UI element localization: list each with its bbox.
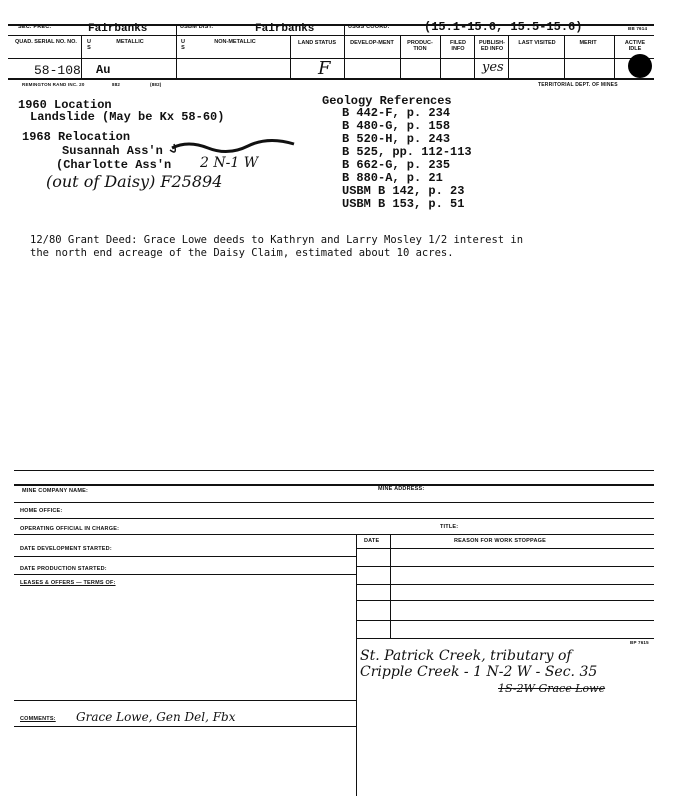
note-line-2: the north end acreage of the Daisy Claim, estimated about 10 acres.	[30, 247, 454, 259]
published-info-header: PUBLISH-ED INFO	[479, 40, 505, 52]
lower-rule-4	[14, 534, 654, 535]
quad-serial-header: QUAD. SERIAL NO. NO.	[15, 39, 77, 45]
col-sep	[176, 24, 177, 78]
location-line-4: Susannah Ass'n	[62, 144, 163, 158]
stoppage-rule-4	[356, 600, 654, 601]
usgs-coord-label: USGS COORD.	[348, 24, 390, 30]
stoppage-rule-2	[356, 566, 654, 567]
geology-ref-3: B 520-H, p. 243	[342, 132, 451, 146]
stoppage-rule-5	[356, 620, 654, 621]
leases-label: LEASES & OFFERS — TERMS OF:	[20, 580, 116, 586]
geology-ref-7: USBM B 142, p. 23	[342, 184, 465, 198]
geology-ref-5: B 662-G, p. 235	[342, 158, 451, 172]
col-sep	[508, 35, 509, 78]
location-line-5: (Charlotte Ass'n	[56, 158, 172, 172]
location-handwritten-2: (out of Daisy) F25894	[46, 172, 223, 191]
stoppage-rule-1	[356, 548, 654, 549]
geology-ref-4: B 525, pp. 112-113	[342, 145, 472, 159]
comments-value: Grace Lowe, Gen Del, Fbx	[76, 710, 236, 724]
date-column-header: DATE	[364, 538, 380, 544]
stoppage-date-sep	[390, 534, 391, 638]
lower-rule-2	[14, 502, 654, 503]
col-sep	[474, 35, 475, 78]
location-line-2: Landslide (May be Kx 58-60)	[30, 110, 225, 124]
home-office-label: HOME OFFICE:	[20, 508, 63, 514]
punch-hole-mark	[628, 54, 652, 78]
col-sep	[290, 35, 291, 78]
header-mid-rule	[8, 35, 654, 36]
operating-official-label: OPERATING OFFICIAL IN CHARGE:	[20, 526, 120, 532]
handwritten-creek-2: Cripple Creek - 1 N-2 W - Sec. 35	[360, 664, 598, 680]
col-sep	[564, 35, 565, 78]
territorial-label: TERRITORIAL DEPT. OF MINES	[538, 82, 618, 88]
col-sep	[344, 24, 345, 78]
header-row-rule	[8, 58, 654, 59]
location-handwritten-1: 2 N-1 W	[200, 155, 259, 171]
date-development-label: DATE DEVELOPMENT STARTED:	[20, 546, 112, 552]
geology-ref-2: B 480-G, p. 158	[342, 119, 451, 133]
stoppage-rule-6	[356, 638, 654, 639]
usgs-coord-value: (15.1-15.6, 15.5-15.6)	[424, 20, 583, 34]
published-info-value: yes	[482, 60, 504, 75]
printer-label: REMINGTON RAND INC. 20	[22, 82, 85, 87]
nonmetallic-header: NON-METALLIC	[214, 39, 256, 45]
land-status-value: F	[318, 58, 331, 79]
header-bottom-rule	[8, 78, 654, 80]
sec-prec-value: Fairbanks	[88, 23, 148, 35]
stoppage-rule-3	[356, 584, 654, 585]
serial-value: 58-108	[34, 63, 81, 78]
usbm-dist-value: Fairbanks	[255, 23, 315, 35]
col-sep	[81, 35, 82, 78]
lower-top-rule	[14, 470, 654, 471]
form-number: BB 7614	[628, 26, 648, 31]
date-production-label: DATE PRODUCTION STARTED:	[20, 566, 107, 572]
production-header: PRODUC-TION	[407, 40, 433, 52]
usbm-dist-label: USBM DIST.	[180, 24, 214, 30]
reason-column-header: REASON FOR WORK STOPPAGE	[454, 538, 546, 544]
lower-rule-6	[14, 574, 356, 575]
sec-prec-label: SEC. PREC.	[18, 24, 52, 30]
us-nonmetallic-header: U S	[181, 39, 185, 51]
handwritten-creek-3: 1S-2W Grace Lowe	[498, 682, 606, 695]
metallic-value: Au	[96, 63, 111, 77]
printer-code: 882	[112, 82, 121, 87]
location-line-3: 1968 Relocation	[22, 130, 131, 144]
lower-rule-1	[14, 484, 654, 486]
mine-company-label: MINE COMPANY NAME:	[22, 488, 89, 494]
handwritten-creek-1: St. Patrick Creek, tributary of	[360, 648, 572, 664]
merit-header: MERIT	[579, 40, 597, 46]
note-line-1: 12/80 Grant Deed: Grace Lowe deeds to Kathryn and Larry Mosley 1/2 interest in	[30, 234, 524, 246]
development-header: DEVELOP-MENT	[350, 40, 394, 46]
col-sep	[614, 35, 615, 78]
title-label: TITLE:	[440, 524, 459, 530]
comments-rule	[14, 726, 356, 727]
stoppage-left-border	[356, 534, 357, 796]
filed-info-header: FILED INFO	[450, 40, 466, 52]
lower-rule-5	[14, 556, 356, 557]
col-sep	[440, 35, 441, 78]
comments-top-rule	[14, 700, 356, 701]
land-status-header: LAND STATUS	[298, 40, 336, 46]
comments-label: COMMENTS:	[20, 716, 56, 722]
metallic-header: METALLIC	[116, 39, 144, 45]
location-line-1: 1960 Location	[18, 98, 112, 112]
mine-address-label: MINE ADDRESS:	[378, 486, 425, 492]
active-idle-header: ACTIVE IDLE	[624, 40, 646, 52]
geology-ref-6: B 880-A, p. 21	[342, 171, 443, 185]
geology-title: Geology References	[322, 94, 452, 108]
geology-ref-8: USBM B 153, p. 51	[342, 197, 465, 211]
geology-ref-1: B 442-F, p. 234	[342, 106, 451, 120]
printer-code-2: (882)	[150, 82, 162, 87]
lower-rule-3	[14, 518, 654, 519]
us-metallic-header: U S	[87, 39, 91, 51]
small-form-code: BP 7615	[630, 640, 649, 645]
col-sep	[400, 35, 401, 78]
last-visited-header: LAST VISITED	[518, 40, 556, 46]
